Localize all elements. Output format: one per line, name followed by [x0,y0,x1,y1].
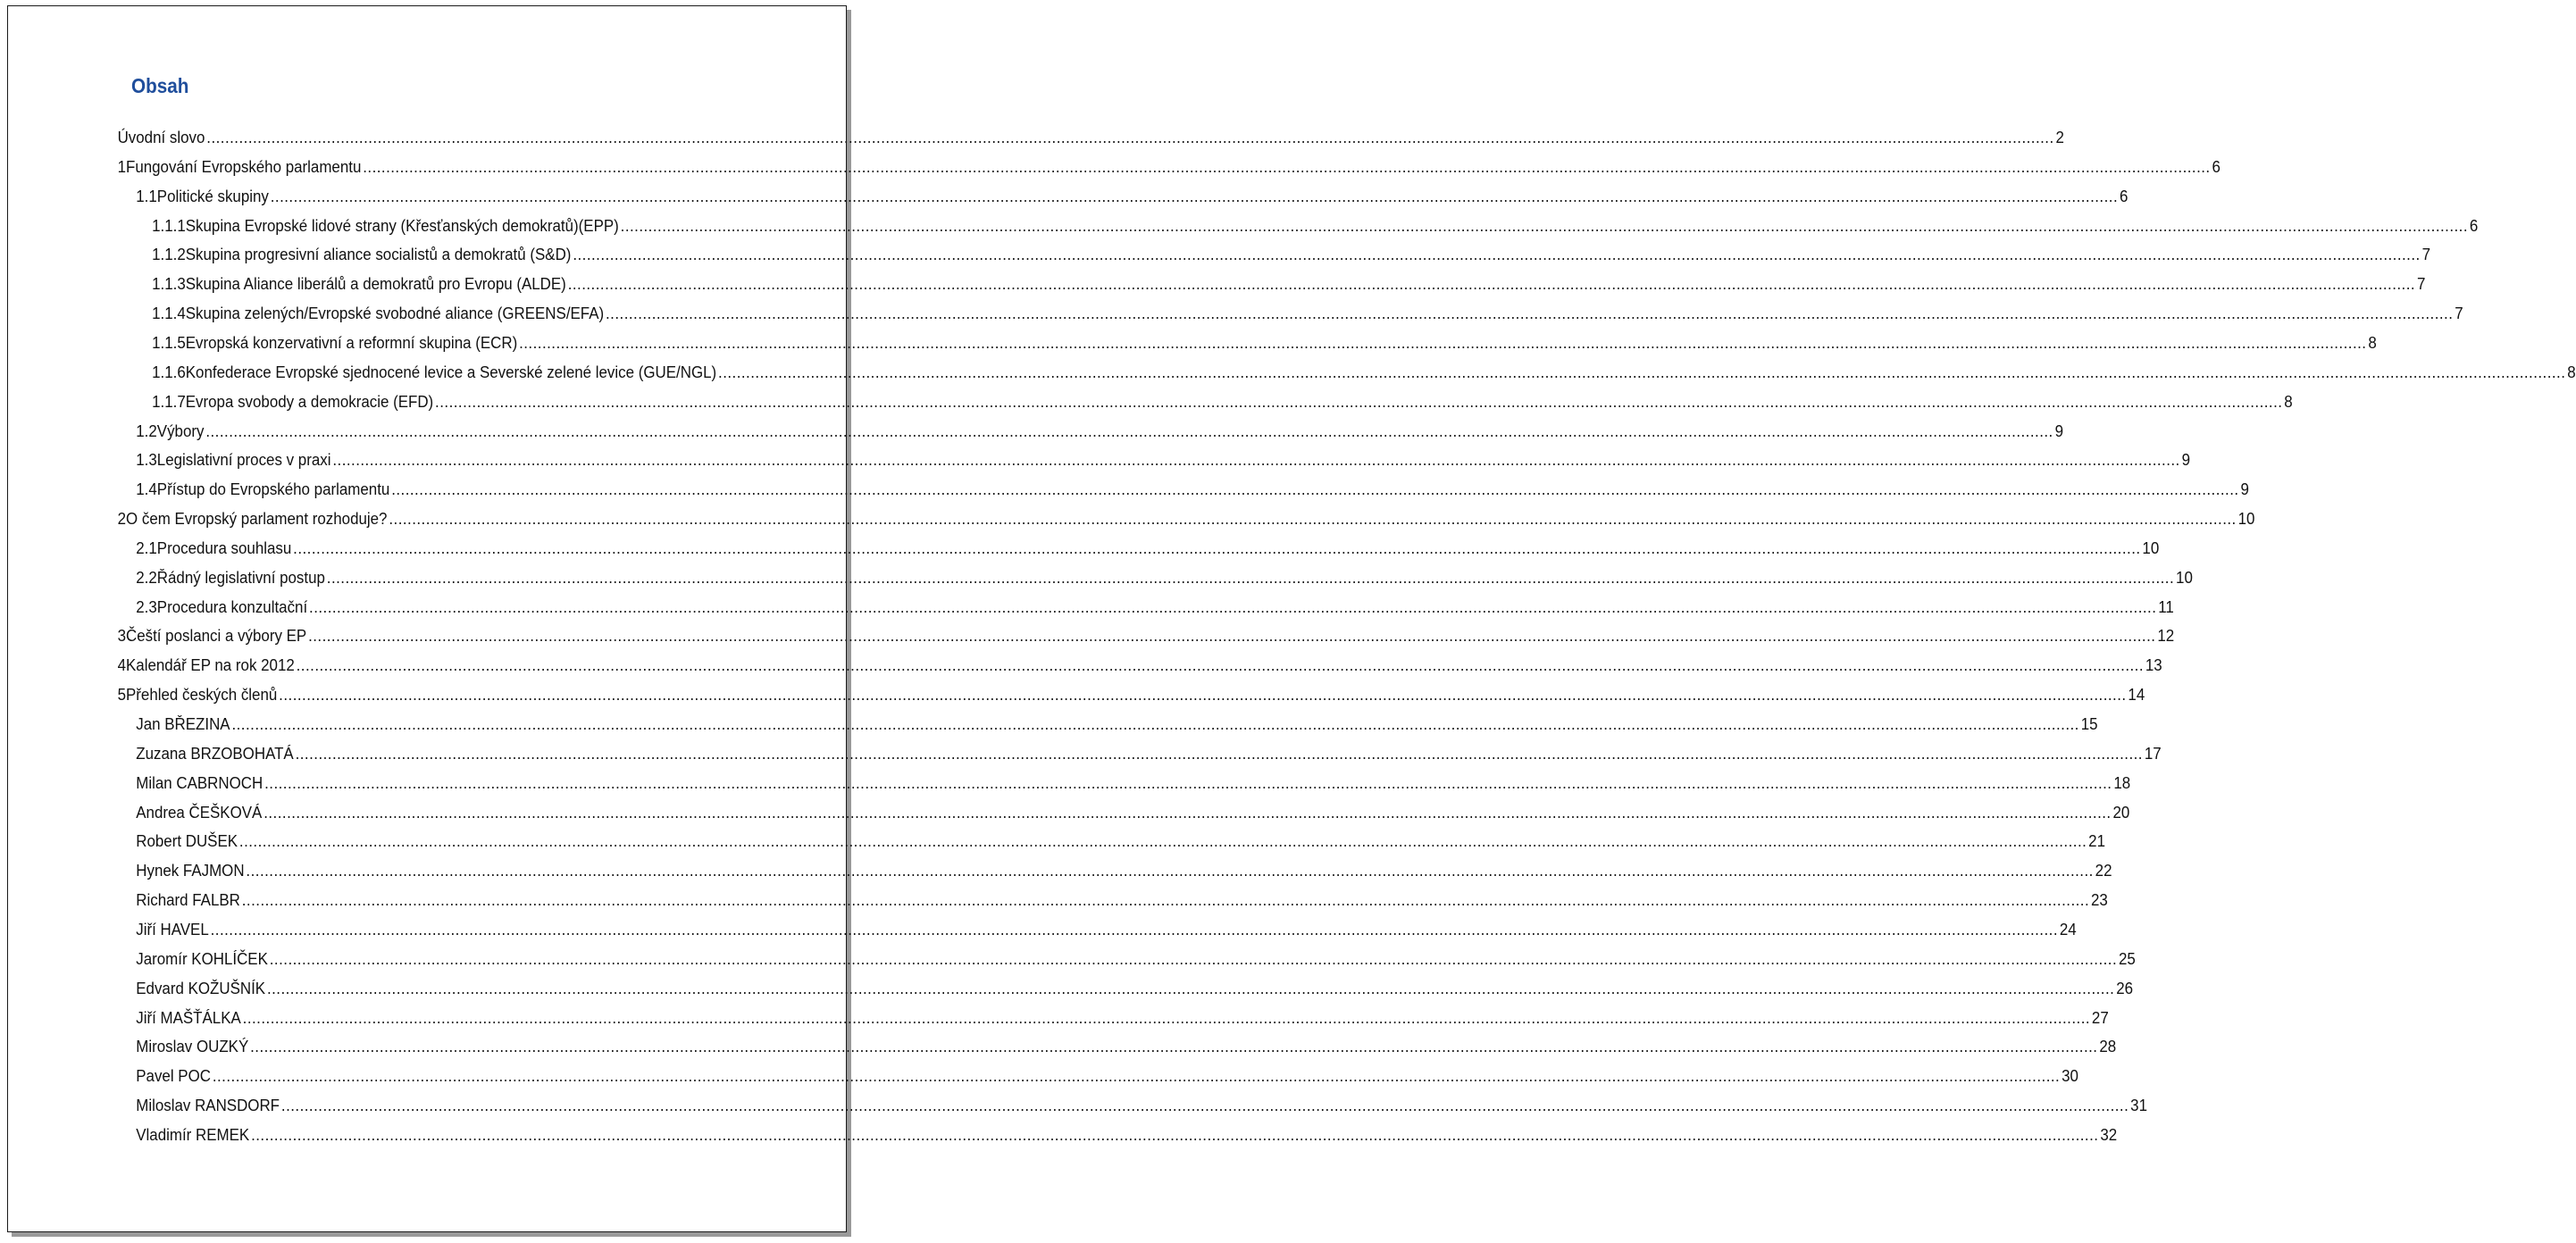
toc-entry-page: 13 [2145,656,2162,675]
toc-entry[interactable] [117,652,2162,675]
toc-entry-page: 27 [2091,1008,2109,1027]
toc-entry-title: Legislativní proces v praxi [156,451,331,470]
toc-entry-number: 1.4 [136,480,157,499]
toc-entry-title: Přístup do Evropského parlamentu [156,480,390,499]
toc-entry[interactable] [136,1033,2117,1056]
toc-entry-page: 17 [2144,744,2162,763]
toc-entry-page: 26 [2116,979,2134,997]
toc-entry-page: 9 [2054,421,2064,440]
toc-entry-page: 15 [2080,715,2098,733]
toc-entry-number: 1.1.3 [152,275,186,294]
toc-leader: ................................................................................................................................................................................................................................................................................................................................................................................................................ [389,510,2237,529]
toc-entry-title: Skupina Evropské lidové strany (Křesťanských demokratů)(EPP) [185,216,619,235]
toc-entry-title: Jaromír KOHLÍČEK [136,949,268,968]
toc-leader: ................................................................................................................................................................................................................................................................................................................................................................................................................ [231,715,2079,733]
toc-entry-title: Procedura konzultační [156,597,308,616]
toc-entry-page: 10 [2176,568,2193,587]
toc-entry[interactable] [117,124,2064,147]
toc-leader: ................................................................................................................................................................................................................................................................................................................................................................................................................ [266,979,2115,997]
toc-entry-page: 6 [2469,216,2479,235]
toc-entry-page: 6 [2119,187,2129,205]
toc-leader: ................................................................................................................................................................................................................................................................................................................................................................................................................ [242,1008,2091,1027]
toc-entry[interactable] [136,799,2130,822]
toc-entry-page: 7 [2455,304,2463,323]
toc-entry-page: 20 [2112,803,2130,822]
toc-leader: ................................................................................................................................................................................................................................................................................................................................................................................................................ [269,949,2118,968]
toc-entry[interactable] [136,183,2129,206]
toc-entry-title: Vladimír REMEK [136,1125,250,1144]
toc-entry-page: 10 [2237,510,2255,529]
toc-leader: ................................................................................................................................................................................................................................................................................................................................................................................................................ [206,129,2054,146]
toc-entry[interactable] [136,1005,2109,1028]
toc-entry[interactable] [117,622,2175,646]
toc-entry-page: 8 [2368,333,2377,352]
toc-leader: ................................................................................................................................................................................................................................................................................................................................................................................................................ [205,421,2053,440]
toc-entry-page: 14 [2128,686,2145,705]
toc-entry-number: 1 [117,157,126,176]
toc-entry-title: Jiří HAVEL [136,920,209,939]
toc-leader: ................................................................................................................................................................................................................................................................................................................................................................................................................ [309,597,2157,616]
toc-entry-title: Richard FALBR [136,891,240,910]
toc-entry[interactable] [136,711,2098,734]
toc-entry-page: 31 [2130,1097,2147,1115]
toc-entry[interactable] [117,154,2221,177]
toc-entry-title: Řádný legislativní postup [156,568,325,587]
toc-entry-number: 1.1.4 [152,304,186,323]
toc-entry-page: 22 [2095,862,2112,880]
toc-entry[interactable] [152,359,2576,382]
toc-entry-number: 2.1 [136,538,157,557]
toc-entry-title: Zuzana BRZOBOHATÁ [136,744,294,763]
toc-entry[interactable] [136,946,2136,969]
toc-entry-title: Konfederace Evropské sjednocené levice a Severské zelené levice (GUE/NGL) [185,363,717,381]
toc-entry[interactable] [136,975,2134,998]
toc-entry-page: 7 [2421,246,2430,264]
toc-leader: ................................................................................................................................................................................................................................................................................................................................................................................................................ [270,187,2119,205]
toc-entry-title: Procedura souhlasu [156,538,292,557]
toc-entry-title: Evropa svobody a demokracie (EFD) [185,392,434,411]
toc-entry-page: 10 [2142,538,2160,557]
toc-leader: ................................................................................................................................................................................................................................................................................................................................................................................................................ [250,1038,2098,1056]
toc-entry-number: 2.3 [136,597,157,616]
toc-leader: ................................................................................................................................................................................................................................................................................................................................................................................................................ [238,832,2087,851]
toc-leader: ................................................................................................................................................................................................................................................................................................................................................................................................................ [332,451,2180,470]
toc-entry-page: 2 [2055,129,2064,146]
toc-entry[interactable] [136,535,2160,558]
toc-entry-page: 8 [2284,392,2293,411]
toc-entry-number: 1.1.2 [152,246,186,264]
toc-leader: ................................................................................................................................................................................................................................................................................................................................................................................................................ [295,744,2143,763]
toc-leader: ................................................................................................................................................................................................................................................................................................................................................................................................................ [326,568,2175,587]
toc-entry-page: 7 [2416,275,2426,294]
toc-entry-page: 28 [2099,1038,2117,1056]
toc-entry[interactable] [136,828,2106,851]
toc-entry-title: Výbory [156,421,205,440]
toc-entry-title: Miroslav OUZKÝ [136,1038,249,1056]
toc-entry-title: Skupina progresivní aliance socialistů a demokratů (S&D) [185,246,572,264]
toc-leader: ................................................................................................................................................................................................................................................................................................................................................................................................................ [391,480,2239,499]
toc-entry[interactable] [136,1063,2078,1086]
toc-leader: ................................................................................................................................................................................................................................................................................................................................................................................................................ [519,333,2367,352]
toc-entry-page: 23 [2091,891,2108,910]
toc-entry[interactable] [136,476,2249,499]
toc-leader: ................................................................................................................................................................................................................................................................................................................................................................................................................ [212,1067,2061,1086]
toc-entry-number: 4 [117,656,126,675]
toc-leader: ................................................................................................................................................................................................................................................................................................................................................................................................................ [293,538,2141,557]
toc-entry[interactable] [136,857,2112,880]
toc-entry-page: 21 [2088,832,2106,851]
toc-entry-title: Jiří MAŠŤÁLKA [136,1008,241,1027]
toc-leader: ................................................................................................................................................................................................................................................................................................................................................................................................................ [435,392,2283,411]
toc-entry-page: 24 [2059,920,2077,939]
toc-entry-title: Milan CABRNOCH [136,773,263,792]
toc-entry-number: 5 [117,686,126,705]
toc-leader: ................................................................................................................................................................................................................................................................................................................................................................................................................ [567,275,2416,294]
toc-entry-title: Robert DUŠEK [136,832,238,851]
toc-entry-page: 8 [2567,363,2576,381]
toc-leader: ................................................................................................................................................................................................................................................................................................................................................................................................................ [296,656,2145,675]
toc-entry-title: Hynek FAJMON [136,862,245,880]
toc-entry[interactable] [136,887,2108,910]
toc-entry[interactable] [136,1122,2118,1145]
toc-leader: ................................................................................................................................................................................................................................................................................................................................................................................................................ [264,773,2112,792]
toc-entry[interactable] [136,564,2193,588]
toc-entry[interactable] [152,213,2479,236]
toc-entry[interactable] [152,271,2426,294]
toc-entry-page: 11 [2158,597,2174,616]
toc-leader: ................................................................................................................................................................................................................................................................................................................................................................................................................ [279,686,2127,705]
toc-entry-title: Skupina zelených/Evropské svobodné aliance (GREENS/EFA) [185,304,605,323]
toc-leader: ................................................................................................................................................................................................................................................................................................................................................................................................................ [280,1097,2129,1115]
toc-entry-page: 9 [2240,480,2249,499]
toc-entry-number: 1.1.6 [152,363,186,381]
toc-leader: ................................................................................................................................................................................................................................................................................................................................................................................................................ [363,157,2211,176]
toc-entry-number: 1.1.7 [152,392,186,411]
toc-entry-title: Evropská konzervativní a reformní skupina (ECR) [185,333,518,352]
toc-entry-number: 3 [117,627,126,646]
toc-entry-title: Jan BŘEZINA [136,715,230,733]
toc-entry[interactable] [136,418,2064,441]
toc-entry[interactable] [152,300,2463,323]
toc-leader: ................................................................................................................................................................................................................................................................................................................................................................................................................ [251,1125,2099,1144]
toc-entry-number: 1.1.5 [152,333,186,352]
toc-entry-page: 18 [2113,773,2131,792]
toc-entry-page: 25 [2119,949,2136,968]
toc-entry[interactable] [152,388,2293,412]
toc-entry-page: 32 [2100,1125,2118,1144]
toc-entry-title: Přehled českých členů [125,686,278,705]
toc-entry[interactable] [117,681,2145,705]
toc-leader: ................................................................................................................................................................................................................................................................................................................................................................................................................ [718,363,2566,381]
toc-entry-title: Kalendář EP na rok 2012 [125,656,295,675]
toc-leader: ................................................................................................................................................................................................................................................................................................................................................................................................................ [246,862,2094,880]
toc-entry[interactable] [136,916,2077,939]
toc-entry[interactable] [136,770,2131,793]
toc-entry-page: 9 [2181,451,2191,470]
toc-entry[interactable] [136,1092,2147,1115]
toc-entry-number: 1.3 [136,451,157,470]
toc-entry[interactable] [117,505,2255,529]
toc-entry-title: Skupina Aliance liberálů a demokratů pro Evropu (ALDE) [185,275,566,294]
toc-entry-title: O čem Evropský parlament rozhoduje? [125,510,388,529]
toc-entry-title: Miloslav RANSDORF [136,1097,280,1115]
toc-entry-title: Fungování Evropského parlamentu [125,157,362,176]
toc-entry-page: 12 [2157,627,2175,646]
toc-leader: ................................................................................................................................................................................................................................................................................................................................................................................................................ [606,304,2454,323]
toc-entry[interactable] [136,740,2162,763]
toc-entry-title: Andrea ČEŠKOVÁ [136,803,263,822]
toc-entry-page: 6 [2212,157,2221,176]
toc-entry[interactable] [136,594,2174,617]
toc-entry[interactable] [152,241,2430,264]
toc-leader: ................................................................................................................................................................................................................................................................................................................................................................................................................ [241,891,2090,910]
toc-entry-number: 1.1.1 [152,216,186,235]
toc-leader: ................................................................................................................................................................................................................................................................................................................................................................................................................ [308,627,2156,646]
toc-entry-title: Edvard KOŽUŠNÍK [136,979,266,997]
toc-entry-title: Úvodní slovo [117,129,205,146]
toc-heading: Obsah [131,74,189,97]
toc-leader: ................................................................................................................................................................................................................................................................................................................................................................................................................ [210,920,2058,939]
toc-entry-number: 1.2 [136,421,157,440]
toc-entry-number: 2 [117,510,126,529]
toc-leader: ................................................................................................................................................................................................................................................................................................................................................................................................................ [573,246,2421,264]
toc-entry[interactable] [136,446,2191,470]
toc-entry-title: Čeští poslanci a výbory EP [125,627,307,646]
toc-leader: ................................................................................................................................................................................................................................................................................................................................................................................................................ [620,216,2469,235]
toc-entry-title: Politické skupiny [156,187,269,205]
toc-leader: ................................................................................................................................................................................................................................................................................................................................................................................................................ [263,803,2112,822]
toc-entry-page: 30 [2062,1067,2078,1086]
toc-entry-number: 1.1 [136,187,157,205]
toc-entry[interactable] [152,330,2377,353]
toc-entry-number: 2.2 [136,568,157,587]
toc-entry-title: Pavel POC [136,1067,211,1086]
